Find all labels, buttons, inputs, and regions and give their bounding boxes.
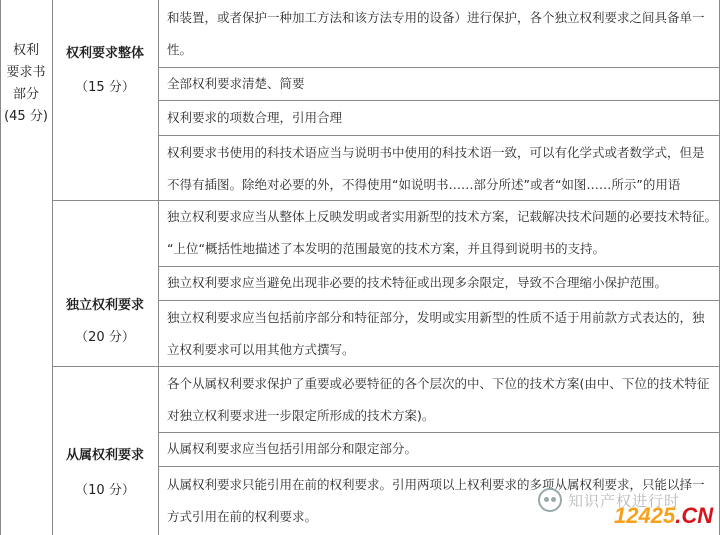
criterion-text: 立权利要求可以用其他方式撰写。 [167,342,355,357]
group-title: 权利要求整体 [65,46,144,61]
row-divider [158,466,720,467]
group-points: （10 分） [75,483,135,498]
row-divider [158,300,720,301]
row-divider [158,67,720,68]
group-title: 独立权利要求 [65,298,144,313]
criterion-text: 从属权利要求应当包括引用部分和限定部分。 [167,441,418,456]
logo-dot: . [675,503,682,528]
logo-tld: CN [681,503,714,528]
criterion-text: 各个从属权利要求保护了重要或必要特征的各个层次的中、下位的技术方案(由中、下位的技术特征 [167,376,710,391]
row-divider [158,432,720,433]
group-divider [52,200,720,201]
group-title: 从属权利要求 [65,448,144,463]
criterion-text: 独立权利要求应当包括前序部分和特征部分，发明或实用新型的性质不适于用前款方式表达的，独 [167,310,705,325]
criterion-text: 不得有插图。除绝对必要的外，不得使用“如说明书……部分所述”或者“如图……所示”的用语 [167,177,681,192]
criterion-text: 独立权利要求应当避免出现非必要的技术特征或出现多余限定，导致不合理缩小保护范围。 [167,275,668,290]
criterion-text: 全部权利要求清楚、简要 [167,76,305,91]
section-label [0,40,52,128]
section-points: (45 分) [4,109,48,124]
logo-number: 12425 [614,503,676,528]
row-divider [158,266,720,267]
criterion-text: 方式引用在前的权利要求。 [167,509,318,524]
criterion-text: 和装置，或者保护一种加工方法和该方法专用的设备）进行保护，各个独立权利要求之间具备单一 [167,10,705,25]
criterion-text: 独立权利要求应当从整体上反映发明或者实用新型的技术方案，记载解决技术问题的必要技术特征。 [167,209,718,224]
group-points: （20 分） [75,330,135,345]
group-divider [52,366,720,367]
row-divider [158,100,720,101]
criterion-text: 对独立权利要求进一步限定所形成的技术方案)。 [167,408,435,423]
criterion-text: 从属权利要求只能引用在前的权利要求。引用两项以上权利要求的多项从属权利要求，只能以择一 [167,477,705,492]
section-label-line: 权利 [12,43,39,58]
group-points: （15 分） [75,80,135,95]
site-logo [614,503,713,529]
criterion-text: “上位“概括性地描述了本发明的范围最宽的技术方案，并且得到说明书的支持。 [167,241,605,256]
criterion-text: 性。 [167,42,193,57]
section-label-line: 部分 [12,87,39,102]
row-divider [158,135,720,136]
section-label-line: 要求书 [6,65,46,80]
criterion-text: 权利要求的项数合理，引用合理 [167,110,343,125]
wechat-icon [538,488,562,512]
criterion-text: 权利要求书使用的科技术语应当与说明书中使用的科技术语一致，可以有化学式或者数学式，但是 [167,145,705,160]
watermark-text: 知识产权进行时 [568,491,681,510]
table-divider [158,0,159,535]
